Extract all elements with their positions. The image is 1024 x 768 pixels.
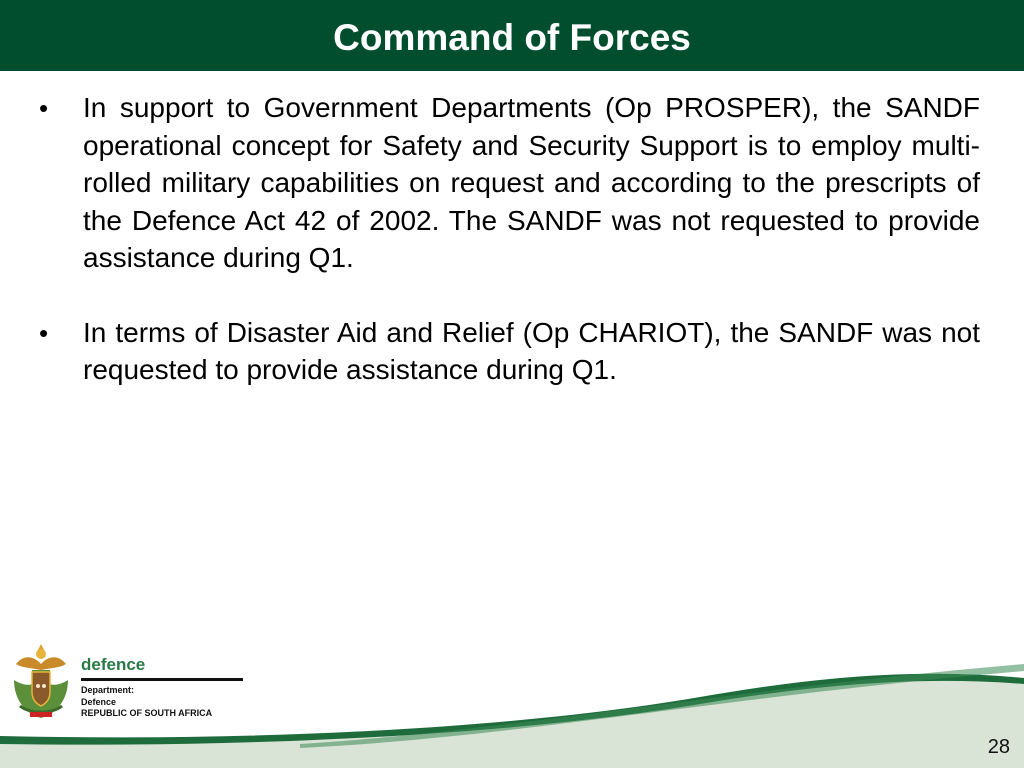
bullet-text: In terms of Disaster Aid and Relief (Op CHARIOT), the SANDF was not requested to provide assistance during Q1. <box>83 316 980 385</box>
slide-title: Command of Forces <box>333 16 691 58</box>
page-number: 28 <box>987 736 1010 758</box>
brand-name: defence <box>81 655 146 674</box>
department-name: Defence <box>81 696 117 707</box>
country-name: REPUBLIC OF SOUTH AFRICA <box>81 708 213 718</box>
brand-divider <box>81 678 243 681</box>
department-branding <box>81 655 246 720</box>
bullet-icon: • <box>39 317 49 348</box>
department-label: Department: <box>81 685 135 695</box>
bullet-icon: • <box>39 93 49 123</box>
south-africa-coat-of-arms-icon <box>10 640 72 722</box>
bullet-text: In support to Government Departments (Op PROSPER), the SANDF operational concept for Safety and Security Support is to employ multi-rolled military capabilities on request and according to the prescripts of the Defence Act 42 of 2002. The SANDF was not requested to provide assistance during Q1. <box>83 92 980 273</box>
